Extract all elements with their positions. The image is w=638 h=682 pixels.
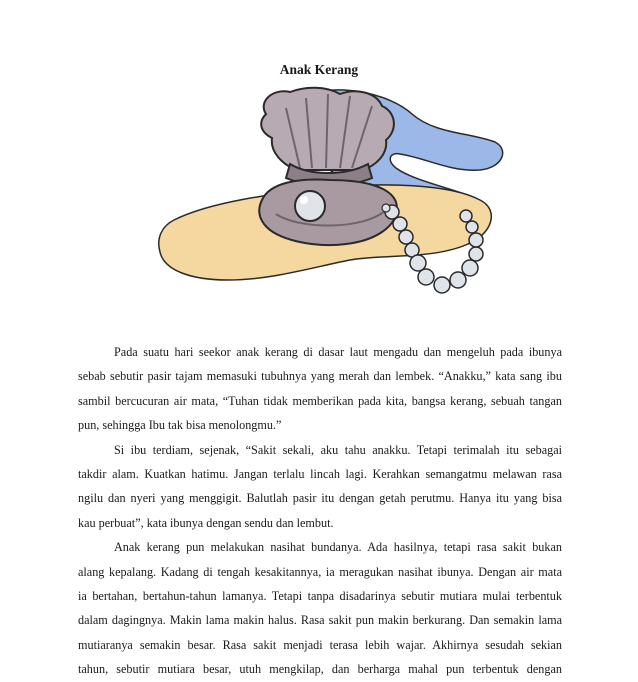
text-line: tahun, sebutir mutiara besar, utuh mengkilap, dan berharga mahal pun terbentuk dengan — [78, 662, 562, 677]
text-line: kau perbuat”, kata ibunya dengan sendu dan lembut. — [78, 515, 334, 530]
text-line: pun, sehingga Ibu tak bisa menolongmu.” — [78, 418, 282, 433]
lower-shell-shape — [259, 180, 397, 245]
paragraph — [78, 340, 562, 438]
text-line: dalam dagingnya. Makin lama makin halus. Rasa sakit pun makin berkurang. Dan semakin lama — [78, 613, 562, 628]
pearl-shape — [295, 191, 325, 221]
text-line: Si ibu terdiam, sejenak, “Sakit sekali, aku tahu anakku. Tetapi terimalah itu sebagai — [114, 442, 562, 457]
text-line: alang kepalang. Kadang di tengah kesakitannya, ia meragukan nasihat ibunya. Dengan air mata — [78, 564, 562, 579]
story-body — [78, 340, 562, 682]
text-line: Anak kerang pun melakukan nasihat bundanya. Ada hasilnya, tetapi rasa sakit bukan — [114, 540, 562, 555]
text-line: Pada suatu hari seekor anak kerang di dasar laut mengadu dan mengeluh pada ibunya — [114, 345, 562, 359]
paragraph — [78, 535, 562, 681]
oyster-with-pearl-necklace-icon — [150, 84, 510, 309]
text-line: sebab sebutir pasir tajam memasuki tubuhnya yang merah dan lembek. “Anakku,” kata sang ibu — [78, 369, 562, 384]
text-line: ngilu dan nyeri yang menggigit. Balutlah pasir itu dengan getah perutmu. Hanya itu yang bisa — [78, 491, 562, 506]
text-line: sambil bercucuran air mata, “Tuhan tidak memberikan pada kita, bangsa kerang, sebuah tangan — [78, 393, 562, 408]
text-line: mutiaranya semakin besar. Rasa sakit menjadi terasa lebih wajar. Akhirnya sesudah sekian — [78, 637, 562, 652]
text-line: ia bertahan, bertahun-tahun lamanya. Tetapi tanpa disadarinya sebutir mutiara mulai terbentuk — [78, 589, 562, 604]
paragraph — [78, 438, 562, 536]
page-title: Anak Kerang — [279, 62, 359, 77]
text-line: takdir alam. Kuatkan hatimu. Jangan terlalu lincah lagi. Kerahkan semangatmu melawan rasa — [78, 467, 562, 482]
